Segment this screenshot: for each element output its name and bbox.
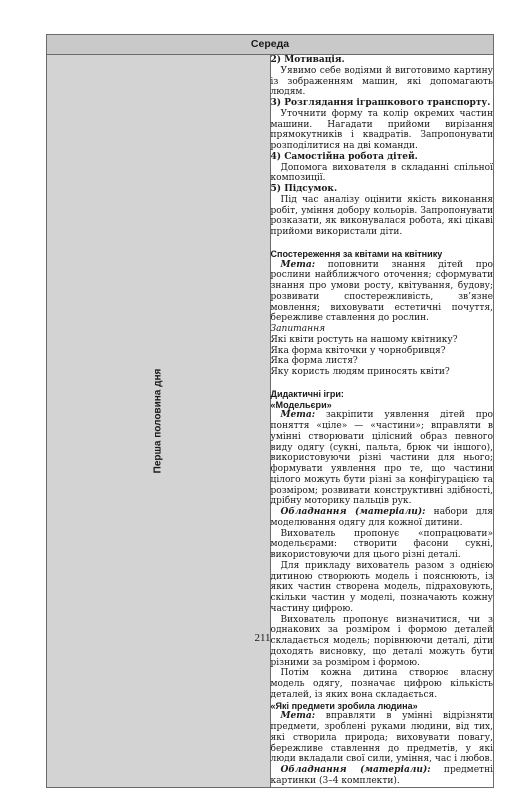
- paragraph-label: Мета:: [280, 711, 316, 722]
- section-heading: «Модельєри»: [270, 399, 332, 410]
- paragraph: 5) Підсумок.: [270, 184, 338, 194]
- paragraph: 3) Розглядання іграшкового транспорту.: [270, 98, 491, 108]
- paragraph-text: закріпити уявлення дітей про поняття «ціле» — «частини»; вправляти в умінні створювати цілісний образ певного виду одягу (сукні, пальта, брюк чи іншого), використовуючи різні частини для нього; формувати уявлення про те, що частини цілого можуть бути різні за конфігурацією та розміром; розвивати конструктивні здібності, дрібну моторику пальців рук.: [270, 410, 493, 507]
- paragraph-label: Обладнання (матеріали):: [280, 507, 426, 517]
- paragraph: Допомога вихователя в складанні спільної композиції.: [270, 162, 493, 184]
- paragraph-label: Мета:: [280, 410, 316, 421]
- paragraph: Під час аналізу оцінити якість виконання робіт, уміння добору кольорів. Запропонувати розказати, як виконувалася робота, які цікаві прийоми використали діти.: [270, 194, 493, 237]
- labeled-paragraph: [271, 260, 494, 325]
- labeled-paragraph: [271, 711, 494, 765]
- time-of-day-label: Перша половина дня: [152, 368, 164, 474]
- paragraph: 2) Мотивація.: [270, 55, 345, 65]
- lesson-plan-table: [46, 34, 494, 788]
- paragraph: Для прикладу вихователь разом з однією дитиною створюють модель і пояснюють, із яких частин створена модель, підраховують, скільки частин у моделі, позначають кожну частину цифрою.: [270, 560, 493, 614]
- paragraph-label: Обладнання (матеріали):: [280, 765, 431, 775]
- paragraph: Яка форма листя?: [270, 356, 358, 367]
- section-heading: Спостереження за квітами на квітнику: [270, 248, 443, 259]
- paragraph: Вихователь пропонує визначитися, чи з однакових за розміром і формою деталей складається модель; порівнюючи деталі, діти доходять висновку, що деталі можуть бути різними за розміром і формою.: [270, 614, 493, 668]
- section-heading: «Які предмети зробила людина»: [270, 700, 418, 711]
- paragraph: Уявимо себе водіями й виготовимо картину із зображенням машин, які допомагають людям.: [270, 65, 493, 98]
- labeled-paragraph: [271, 507, 494, 529]
- paragraph-text: вправляти в умінні відрізняти предмети, зроблені руками людини, від тих, які створила природа; виховувати повагу, бережливе ставлення до предметів, у які люди вкладали свої сили, уміння, час і любов.: [270, 711, 493, 765]
- paragraph: Потім кожна дитина створює власну модель одягу, позначає цифрою кількість деталей, із яких вона складається.: [270, 668, 493, 700]
- paragraph-text: предметні картинки (3–4 комплекти).: [270, 765, 493, 786]
- section-heading: Дидактичні ігри:: [270, 388, 344, 399]
- paragraph: 4) Самостійна робота дітей.: [270, 151, 418, 162]
- paragraph: Вихователь пропонує «попрацювати» модельєрами: створити фасони сукні, використовуючи для цього різні деталі.: [270, 528, 493, 560]
- paragraph: Уточнити форму та колір окремих частин машини. Нагадати прийоми вирізання прямокутників і квадратів. Запропонувати розподілитися на дві команди.: [270, 108, 493, 151]
- day-header: [47, 35, 494, 55]
- paragraph: Які квіти ростуть на нашому квітнику?: [270, 334, 458, 345]
- paragraph: Запитання: [270, 324, 326, 334]
- time-of-day-cell: [47, 55, 271, 788]
- paragraph-text: набори для моделювання одягу для кожної дитини.: [270, 507, 493, 528]
- day-title: Середа: [250, 38, 290, 50]
- section-spacer: [271, 238, 494, 249]
- paragraph: Яку користь людям приносять квіти?: [270, 367, 450, 377]
- paragraph-label: Мета:: [280, 259, 316, 270]
- labeled-paragraph: [271, 410, 494, 507]
- paragraph-text: поповнити знання дітей про рослини найближчого оточення; сформувати знання про умови росту, квітування, будову; розвивати спостережливість, зв’язне мовлення; виховувати естетичні почуття, бережливе ставлення до рослин.: [270, 259, 493, 324]
- page-number: 211: [254, 632, 271, 644]
- paragraph: Яка форма квіточки у чорнобривця?: [270, 345, 446, 356]
- lesson-content: [270, 55, 494, 788]
- section-spacer: [271, 378, 494, 389]
- labeled-paragraph: [271, 765, 494, 787]
